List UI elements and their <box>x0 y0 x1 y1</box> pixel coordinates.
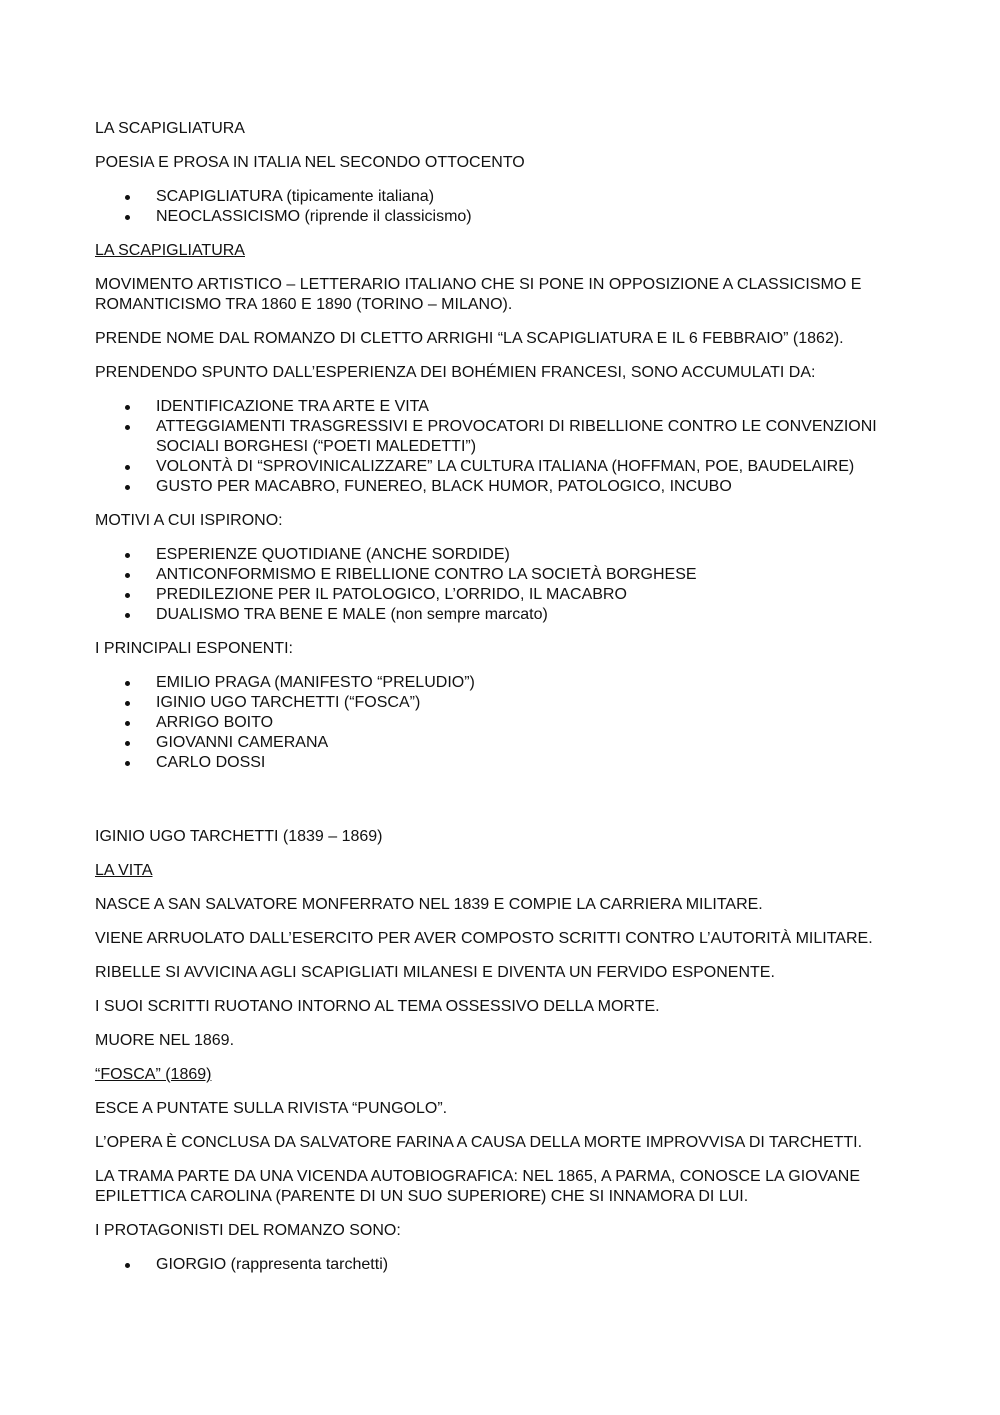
paragraph: MUORE NEL 1869. <box>95 1032 235 1049</box>
motivi-list <box>95 545 925 625</box>
section-heading-fosca: “FOSCA” (1869) <box>95 1066 212 1083</box>
paragraph: NASCE A SAN SALVATORE MONFERRATO NEL 1839 E COMPIE LA CARRIERA MILITARE. <box>95 896 763 913</box>
list-item: PREDILEZIONE PER IL PATOLOGICO, L’ORRIDO, IL MACABRO <box>95 585 925 605</box>
paragraph: LA TRAMA PARTE DA UNA VICENDA AUTOBIOGRAFICA: NEL 1865, A PARMA, CONOSCE LA GIOVANE EPILETTICA CAROLINA (PARENTE DI UN SUO SUPERIORE) CHE SI INNAMORA DI LUI. <box>95 1168 860 1205</box>
intro-list <box>95 187 925 227</box>
section-heading-vita: LA VITA <box>95 862 153 879</box>
document-body <box>95 119 925 1289</box>
list-item: ESPERIENZE QUOTIDIANE (ANCHE SORDIDE) <box>95 545 925 565</box>
protagonisti-heading: I PROTAGONISTI DEL ROMANZO SONO: <box>95 1222 401 1239</box>
paragraph: ESCE A PUNTATE SULLA RIVISTA “PUNGOLO”. <box>95 1100 448 1117</box>
protagonisti-list <box>95 1255 925 1275</box>
accumulati-list <box>95 397 925 497</box>
paragraph: PRENDE NOME DAL ROMANZO DI CLETTO ARRIGHI “LA SCAPIGLIATURA E IL 6 FEBBRAIO” (1862). <box>95 330 844 347</box>
list-item: GUSTO PER MACABRO, FUNEREO, BLACK HUMOR, PATOLOGICO, INCUBO <box>95 477 925 497</box>
paragraph: VIENE ARRUOLATO DALL’ESERCITO PER AVER COMPOSTO SCRITTI CONTRO L’AUTORITÀ MILITARE. <box>95 930 873 947</box>
document-subtitle: POESIA E PROSA IN ITALIA NEL SECONDO OTTOCENTO <box>95 154 525 171</box>
paragraph: RIBELLE SI AVVICINA AGLI SCAPIGLIATI MILANESI E DIVENTA UN FERVIDO ESPONENTE. <box>95 964 775 981</box>
list-item: IDENTIFICAZIONE TRA ARTE E VITA <box>95 397 925 417</box>
motivi-heading: MOTIVI A CUI ISPIRONO: <box>95 512 283 529</box>
list-item: IGINIO UGO TARCHETTI (“FOSCA”) <box>95 693 925 713</box>
list-item: ATTEGGIAMENTI TRASGRESSIVI E PROVOCATORI DI RIBELLIONE CONTRO LE CONVENZIONI SOCIALI BORGHESI (“POETI MALEDETTI”) <box>95 417 925 457</box>
list-item: GIOVANNI CAMERANA <box>95 733 925 753</box>
paragraph: L’OPERA È CONCLUSA DA SALVATORE FARINA A CAUSA DELLA MORTE IMPROVVISA DI TARCHETTI. <box>95 1134 863 1151</box>
tarchetti-title: IGINIO UGO TARCHETTI (1839 – 1869) <box>95 828 383 845</box>
list-item: EMILIO PRAGA (MANIFESTO “PRELUDIO”) <box>95 673 925 693</box>
section-heading-scapigliatura: LA SCAPIGLIATURA <box>95 242 245 259</box>
list-item: NEOCLASSICISMO (riprende il classicismo) <box>95 207 925 227</box>
spacer <box>95 787 925 827</box>
paragraph: MOVIMENTO ARTISTICO – LETTERARIO ITALIANO CHE SI PONE IN OPPOSIZIONE A CLASSICISMO E ROMANTICISMO TRA 1860 E 1890 (TORINO – MILANO). <box>95 276 862 313</box>
list-item: DUALISMO TRA BENE E MALE (non sempre marcato) <box>95 605 925 625</box>
list-item: ANTICONFORMISMO E RIBELLIONE CONTRO LA SOCIETÀ BORGHESE <box>95 565 925 585</box>
list-item: GIORGIO (rappresenta tarchetti) <box>95 1255 925 1275</box>
list-item: ARRIGO BOITO <box>95 713 925 733</box>
document-title: LA SCAPIGLIATURA <box>95 120 245 137</box>
paragraph: PRENDENDO SPUNTO DALL’ESPERIENZA DEI BOHÉMIEN FRANCESI, SONO ACCUMULATI DA: <box>95 364 816 381</box>
list-item: SCAPIGLIATURA (tipicamente italiana) <box>95 187 925 207</box>
esponenti-list <box>95 673 925 773</box>
paragraph: I SUOI SCRITTI RUOTANO INTORNO AL TEMA OSSESSIVO DELLA MORTE. <box>95 998 660 1015</box>
list-item: CARLO DOSSI <box>95 753 925 773</box>
list-item: VOLONTÀ DI “SPROVINICALIZZARE” LA CULTURA ITALIANA (HOFFMAN, POE, BAUDELAIRE) <box>95 457 925 477</box>
esponenti-heading: I PRINCIPALI ESPONENTI: <box>95 640 293 657</box>
